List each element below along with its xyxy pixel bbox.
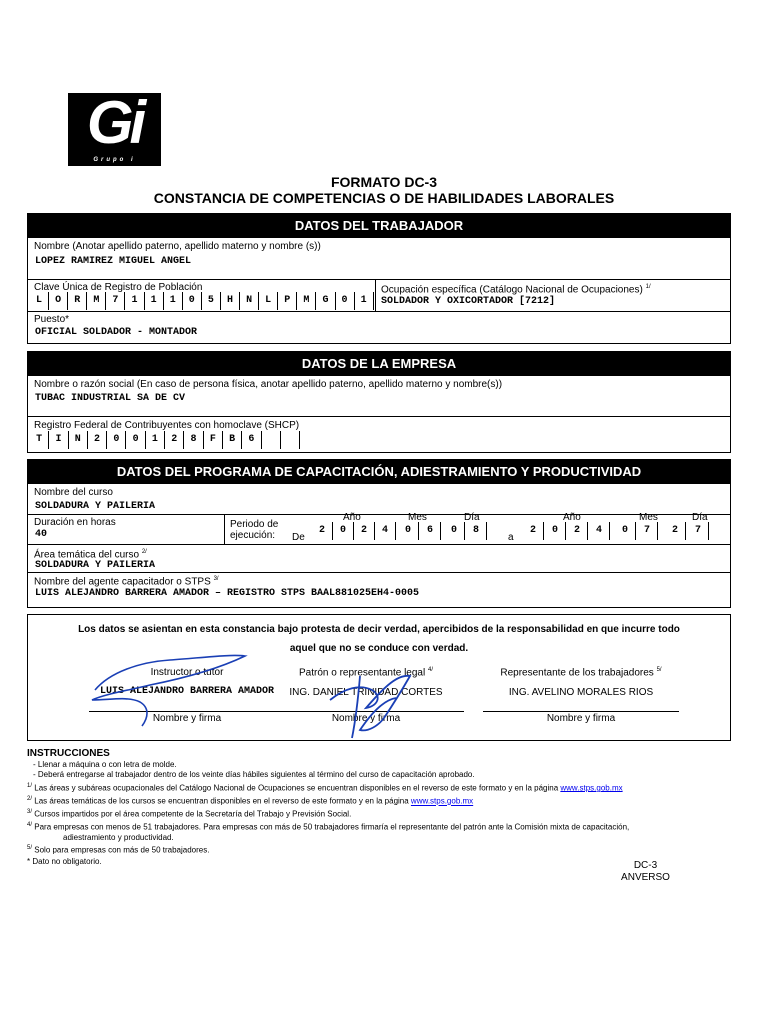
start-date-digit[interactable]: 0 (444, 522, 465, 540)
char-cell[interactable]: 1 (125, 292, 144, 310)
char-cell[interactable]: T (30, 431, 49, 449)
form-title: FORMATO DC-3 (330, 174, 438, 190)
end-date-digit[interactable]: 4 (589, 522, 610, 540)
course-label: Nombre del curso (34, 487, 113, 498)
from-label: De (292, 532, 305, 543)
char-cell[interactable]: 7 (106, 292, 125, 310)
footnote-text: Cursos impartidos por el área competente de la Secretaría del Trabajo y Previsión Social. (34, 809, 352, 819)
agent-label (34, 574, 219, 587)
row-divider (224, 515, 225, 544)
footnote-4 (27, 820, 707, 833)
worker-name-label: Nombre (Anotar apellido paterno, apellido materno y nombre (s)) (34, 241, 321, 252)
start-date-digit[interactable]: 8 (466, 522, 487, 540)
char-cell[interactable]: N (240, 292, 259, 310)
workers-rep-footnote-mark: 5/ (656, 667, 662, 673)
logo-sub-text: Grupo i (93, 157, 136, 163)
workers-rep-caption: Nombre y firma (483, 711, 679, 724)
period-label-line2: ejecución: (230, 530, 276, 541)
form-subtitle: CONSTANCIA DE COMPETENCIAS O DE HABILIDADES LABORALES (153, 190, 615, 206)
start-date-digit[interactable]: 0 (333, 522, 354, 540)
declaration-line-2: aquel que no se conduce con verdad. (289, 643, 469, 654)
footnote-1 (27, 781, 707, 794)
area-footnote-mark: 2/ (141, 549, 147, 555)
footnote-mark: 3/ (27, 808, 33, 815)
worker-name-value[interactable]: LOPEZ RAMIREZ MIGUEL ANGEL (35, 256, 192, 267)
char-cell[interactable]: R (68, 292, 87, 310)
end-date-digit[interactable]: 2 (523, 522, 544, 540)
employer-name[interactable]: ING. DANIEL TRINIDAD CORTES (289, 687, 443, 698)
end-date-digit[interactable]: 2 (665, 522, 686, 540)
char-cell[interactable]: 6 (242, 431, 261, 449)
start-date-digit[interactable]: 6 (420, 522, 441, 540)
end-day-label: Día (692, 512, 708, 523)
declaration-box (27, 614, 731, 741)
worker-section-header: DATOS DEL TRABAJADOR (28, 214, 730, 237)
area-row (28, 544, 730, 572)
footnote-text: Solo para empresas con más de 50 trabajadores. (34, 846, 210, 856)
instructor-caption: Nombre y firma (89, 711, 285, 724)
footnote-text: Las áreas y subáreas ocupacionales del Catálogo Nacional de Ocupaciones se encuentran disponibles en el reverso de este formato y en la página (34, 783, 561, 793)
instructor-signature-block (89, 667, 285, 724)
optional-data-note: * Dato no obligatorio. (27, 856, 102, 866)
start-date-digit[interactable]: 2 (312, 522, 333, 540)
char-cell[interactable]: 1 (164, 292, 183, 310)
instructions-title: INSTRUCCIONES (27, 748, 110, 759)
rfc-label: Registro Federal de Contribuyentes con homoclave (SHCP) (34, 420, 300, 431)
position-value[interactable]: OFICIAL SOLDADOR - MONTADOR (35, 327, 198, 338)
stps-link[interactable]: www.stps.gob.mx (560, 783, 623, 793)
form-side: ANVERSO (621, 872, 670, 883)
char-cell[interactable]: 0 (126, 431, 145, 449)
program-section-header: DATOS DEL PROGRAMA DE CAPACITACIÓN, ADIESTRAMIENTO Y PRODUCTIVIDAD (28, 460, 730, 483)
curp-field[interactable] (30, 292, 374, 310)
company-logo (68, 89, 161, 166)
duration-label: Duración en horas (34, 517, 116, 528)
char-cell[interactable]: 2 (88, 431, 107, 449)
workers-rep-name[interactable]: ING. AVELINO MORALES RIOS (508, 687, 654, 698)
workers-rep-role-text: Representante de los trabajadores (500, 667, 654, 679)
worker-position-row (28, 311, 730, 341)
char-cell[interactable] (262, 431, 281, 449)
char-cell[interactable]: O (49, 292, 68, 310)
char-cell[interactable]: P (278, 292, 297, 310)
employer-caption: Nombre y firma (268, 711, 464, 724)
employer-signature-block (268, 667, 464, 724)
position-label: Puesto* (34, 314, 70, 325)
worker-curp-row (28, 279, 730, 311)
char-cell[interactable]: F (204, 431, 223, 449)
char-cell[interactable]: 2 (165, 431, 184, 449)
company-name-label: Nombre o razón social (En caso de persona física, anotar apellido paterno, apellido materno y nombre(s)) (34, 379, 503, 390)
char-cell[interactable]: N (69, 431, 88, 449)
form-footer (618, 860, 673, 884)
workers-rep-role (483, 667, 679, 681)
agent-row (28, 572, 730, 605)
footnote-3 (27, 807, 707, 820)
instructor-role: Instructor o tutor (150, 667, 224, 678)
row-divider (375, 280, 376, 311)
course-row (28, 483, 730, 514)
footnote-4-continued: adiestramiento y productividad. (63, 833, 174, 843)
start-date-digit[interactable]: 2 (354, 522, 375, 540)
footnote-text: Las áreas temáticas de los cursos se encuentran disponibles en el reverso de este formato y en la página (34, 796, 411, 806)
course-value[interactable]: SOLDADURA Y PAILERIA (35, 501, 156, 512)
occupation-footnote-mark: 1/ (645, 284, 651, 290)
instruction-item: - Llenar a máquina o con letra de molde. (33, 760, 177, 769)
end-date-digit[interactable]: 0 (545, 522, 566, 540)
footnote-mark: 4/ (27, 822, 33, 828)
char-cell[interactable]: B (223, 431, 242, 449)
start-month-label: Mes (408, 512, 427, 523)
footnote-mark: 2/ (27, 795, 33, 802)
agent-footnote-mark: 3/ (213, 576, 219, 582)
duration-value[interactable]: 40 (35, 529, 48, 540)
char-cell[interactable]: H (221, 292, 240, 310)
worker-name-row (28, 237, 730, 279)
company-section-header: DATOS DE LA EMPRESA (28, 352, 730, 375)
start-year-label: Año (343, 512, 361, 523)
char-cell[interactable]: L (259, 292, 278, 310)
char-cell[interactable]: 8 (184, 431, 203, 449)
duration-period-row (28, 514, 730, 544)
char-cell[interactable]: 1 (355, 292, 374, 310)
occupation-label-text: Ocupación específica (Catálogo Nacional de Ocupaciones) (381, 284, 643, 296)
occupation-label (381, 282, 651, 295)
char-cell[interactable]: G (316, 292, 335, 310)
employer-role (268, 667, 464, 681)
char-cell[interactable]: 1 (145, 292, 164, 310)
footnote-mark: 5/ (27, 845, 33, 852)
char-cell[interactable]: 5 (202, 292, 221, 310)
start-date-digit[interactable]: 4 (375, 522, 396, 540)
instructions (27, 747, 707, 867)
char-cell[interactable]: 0 (107, 431, 126, 449)
company-section (27, 351, 731, 453)
char-cell[interactable]: I (49, 431, 68, 449)
rfc-field[interactable] (30, 431, 300, 449)
company-rfc-row (28, 416, 730, 452)
end-year-label: Año (563, 512, 581, 523)
char-cell[interactable]: 1 (146, 431, 165, 449)
footnote-mark: 1/ (27, 782, 33, 789)
footnote-5 (27, 843, 707, 856)
stps-link[interactable]: www.stps.gob.mx (410, 796, 474, 806)
start-date-digit[interactable]: 0 (398, 522, 419, 540)
char-cell[interactable]: 0 (183, 292, 202, 310)
to-label: a (508, 532, 514, 543)
char-cell[interactable]: L (30, 292, 49, 310)
end-date-digit[interactable]: 2 (567, 522, 588, 540)
area-label-text: Área temática del curso (34, 549, 140, 561)
company-name-value[interactable]: TUBAC INDUSTRIAL SA DE CV (35, 393, 186, 404)
end-date-digit[interactable]: 7 (637, 522, 658, 540)
instruction-item: - Deberá entregarse al trabajador dentro de los veinte días hábiles siguientes al término del curso de capacitación aprobado. (33, 770, 475, 780)
char-cell[interactable]: M (87, 292, 106, 310)
start-day-label: Día (464, 512, 480, 523)
agent-label-text: Nombre del agente capacitador o STPS (34, 576, 211, 588)
char-cell[interactable]: M (297, 292, 316, 310)
employer-role-text: Patrón o representante legal (299, 667, 426, 679)
end-month-label: Mes (639, 512, 658, 523)
char-cell[interactable]: 0 (336, 292, 355, 310)
end-date-digit[interactable]: 0 (615, 522, 636, 540)
area-value[interactable]: SOLDADURA Y PAILERIA (35, 560, 156, 571)
period-label-line1: Periodo de (230, 519, 279, 530)
footnote-2 (27, 794, 707, 807)
program-section (27, 459, 731, 608)
occupation-value[interactable]: SOLDADOR Y OXICORTADOR [7212] (381, 296, 556, 307)
footnote-text: Para empresas con menos de 51 trabajadores. Para empresas con más de 50 trabajadores firmaría el representante del patrón ante la Comisión mixta de capacitación, (34, 822, 630, 832)
worker-section (27, 213, 731, 344)
instructor-name[interactable]: LUIS ALEJANDRO BARRERA AMADOR (99, 686, 275, 697)
end-date-digit[interactable]: 7 (688, 522, 709, 540)
area-label (34, 547, 147, 560)
company-name-row (28, 375, 730, 416)
form-code: DC-3 (633, 860, 658, 871)
curp-label: Clave Única de Registro de Población (34, 282, 203, 293)
agent-value[interactable]: LUIS ALEJANDRO BARRERA AMADOR – REGISTRO STPS BAAL881025EH4-0005 (35, 588, 420, 599)
logo-main-text: Gi (86, 89, 143, 156)
declaration-line-1: Los datos se asientan en esta constancia bajo protesta de decir verdad, apercibidos de la responsabilidad en que incurre todo (78, 624, 680, 635)
employer-footnote-mark: 4/ (427, 667, 433, 673)
char-cell[interactable] (281, 431, 300, 449)
workers-rep-signature-block (483, 667, 679, 724)
